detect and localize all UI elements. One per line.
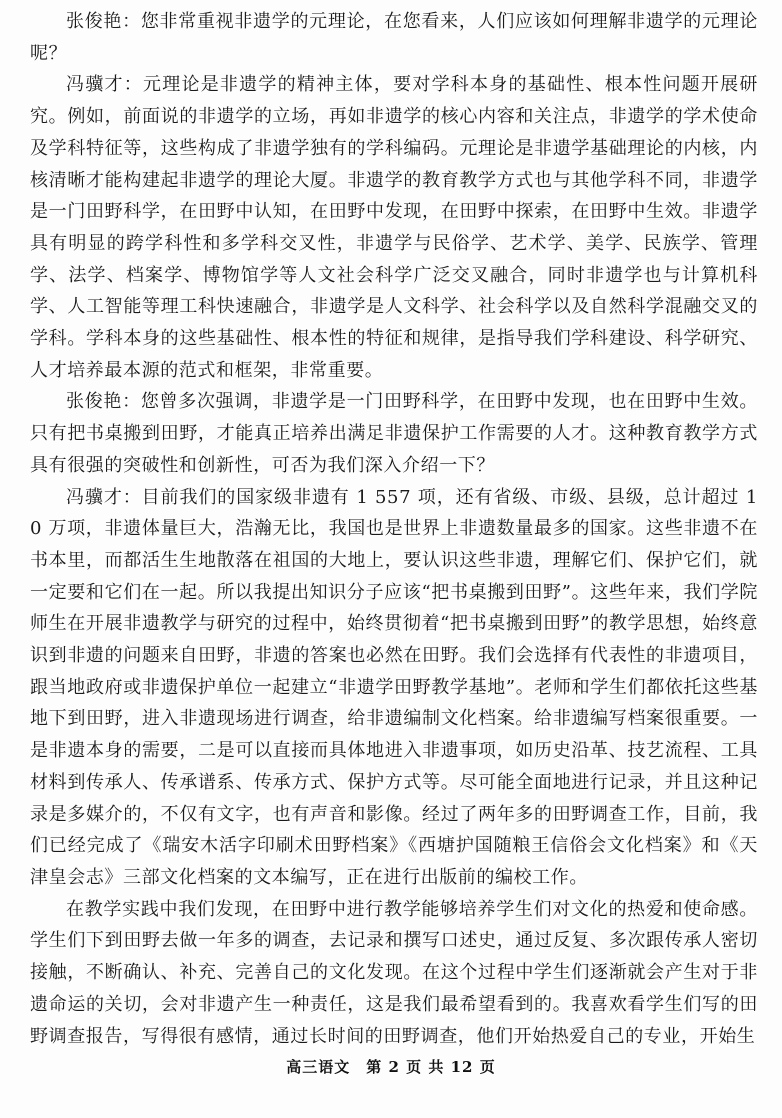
speaker-label: 张俊艳：: [66, 11, 141, 32]
page-footer: 高三语文 第 2 页 共 12 页: [286, 1058, 496, 1076]
paragraph-answer-2: [30, 482, 758, 894]
speaker-label: 冯骥才：: [66, 486, 142, 508]
document-body: [30, 6, 758, 1052]
paragraph-text: 元理论是非遗学的精神主体，要对学科本身的基础性、根本性问题开展研究。例如，前面说的非遗学的立场，再如非遗学的核心内容和关注点，非遗学的学术使命及学科特征等，这些构成了非遗学独有的学科编码。元理论是非遗学基础理论的内核，内核清晰才能构建起非遗学的理论大厦。非遗学的教育教学方式也与其他学科不同，非遗学是一门田野科学，在田野中认知，在田野中发现，在田野中探索，在田野中生效。非遗学具有明显的跨学科性和多学科交叉性，非遗学与民俗学、艺术学、美学、民族学、管理学、法学、档案学、博物馆学等人文社会科学广泛交叉融合，同时非遗学也与计算机科学、人工智能等理工科快速融合，非遗学是人文科学、社会科学以及自然科学混融交叉的学科。学科本身的这些基础性、根本性的特征和规律，是指导我们学科建设、科学研究、人才培养最本源的范式和框架，非常重要。: [30, 74, 758, 381]
paragraph-question-1: [30, 6, 758, 69]
paragraph-answer-1: [30, 69, 758, 386]
paragraph-question-2: [30, 386, 758, 481]
paragraph-text: 在教学实践中我们发现，在田野中进行教学能够培养学生们对文化的热爱和使命感。学生们下到田野去做一年多的调查，去记录和撰写口述史，通过反复、多次跟传承人密切接触，不断确认、补充、完善自己的文化发现。在这个过程中学生们逐渐就会产生对于非遗命运的关切，会对非遗产生一种责任，这是我们最希望看到的。我喜欢看学生们写的田野调查报告，写得很有感情，通过长时间的田野调查，他们开始热爱自己的专业，开始生: [30, 898, 758, 1047]
paragraph-text: 您曾多次强调，非遗学是一门田野科学，在田野中发现，也在田野中生效。只有把书桌搬到田野，才能真正培养出满足非遗保护工作需要的人才。这种教育教学方式具有很强的突破性和创新性，可否为我们深入介绍一下？: [30, 391, 758, 476]
paragraph-text: 您非常重视非遗学的元理论，在您看来，人们应该如何理解非遗学的元理论呢？: [30, 11, 758, 64]
speaker-label: 张俊艳：: [66, 391, 141, 413]
paragraph-text: 目前我们的国家级非遗有 1 557 项，还有省级、市级、县级，总计超过 10 万项，非遗体量巨大，浩瀚无比，我国也是世界上非遗数量最多的国家。这些非遗不在书本里，而都活生生地散落在祖国的大地上，要认识这些非遗，理解它们、保护它们，就一定要和它们在一起。所以我提出知识分子应该“把书桌搬到田野”。这些年来，我们学院师生在开展非遗教学与研究的过程中，始终贯彻着“把书桌搬到田野”的教学思想，始终意识到非遗的问题来自田野，非遗的答案也必然在田野。我们会选择有代表性的非遗项目，跟当地政府或非遗保护单位一起建立“非遗学田野教学基地”。老师和学生们都依托这些基地下到田野，进入非遗现场进行调查，给非遗编制文化档案。给非遗编写档案很重要。一是非遗本身的需要，二是可以直接而具体地进入非遗事项，如历史沿革、技艺流程、工具材料到传承人、传承谱系、传承方式、保护方式等。尽可能全面地进行记录，并且这种记录是多媒介的，不仅有文字，也有声音和影像。经过了两年多的田野调查工作，目前，我们已经完成了《瑞安木活字印刷术田野档案》《西塘护国随粮王信俗会文化档案》和《天津皇会志》三部文化档案的文本编写，正在进行出版前的编校工作。: [30, 486, 758, 888]
speaker-label: 冯骥才：: [66, 74, 143, 96]
paragraph-answer-2-continued: [30, 894, 758, 1053]
